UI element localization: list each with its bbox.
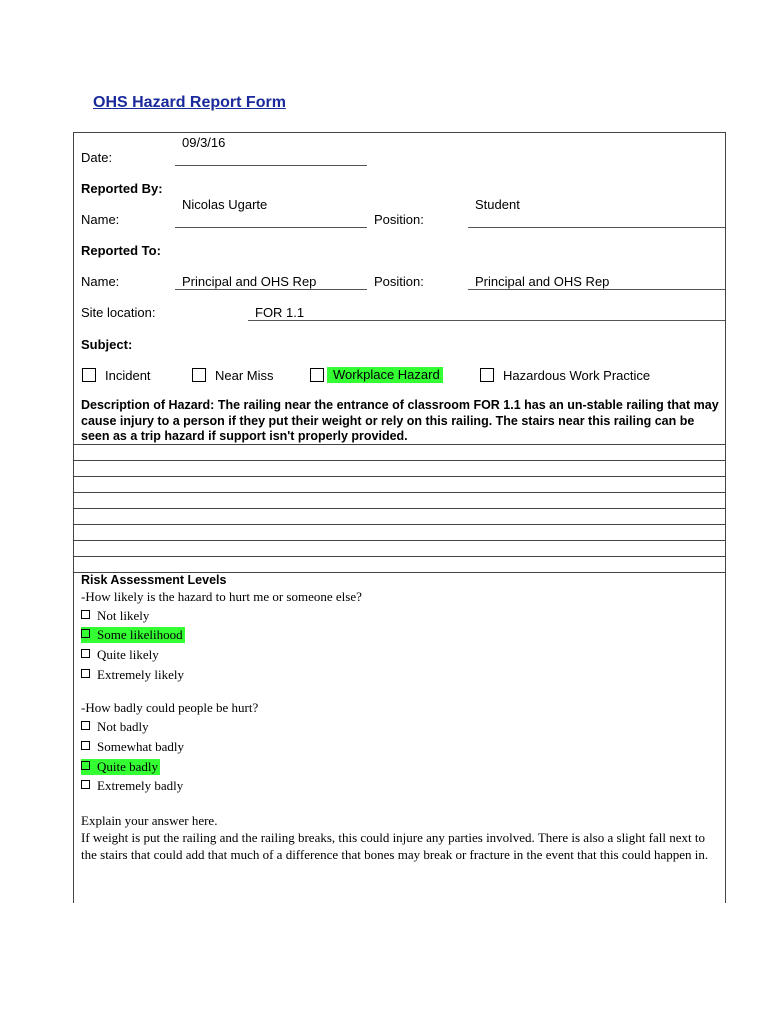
checkbox-icon xyxy=(81,741,90,750)
form-title: OHS Hazard Report Form xyxy=(93,94,286,111)
checkbox-icon xyxy=(81,780,90,789)
table-row-line xyxy=(73,476,725,477)
by-position-underline xyxy=(468,227,725,228)
to-name-label: Name: xyxy=(81,274,120,289)
explanation-text: If weight is put the railing and the railing breaks, this could injure any parties involved. There is also a slight fall next to the stairs that could add that much of a difference that bones may break or fracture in the event that this could happen in. xyxy=(81,830,709,862)
workplace-hazard-label: Workplace Hazard xyxy=(327,367,443,383)
likelihood-option[interactable]: Extremely likely xyxy=(81,667,184,683)
site-value[interactable]: FOR 1.1 xyxy=(255,305,305,320)
likelihood-option-selected[interactable]: Some likelihood xyxy=(81,627,185,643)
to-position-value[interactable]: Principal and OHS Rep xyxy=(475,274,610,289)
table-row-line xyxy=(73,540,725,541)
incident-label: Incident xyxy=(105,368,151,383)
explain-prompt: Explain your answer here. xyxy=(81,813,218,828)
site-underline xyxy=(248,320,725,321)
date-underline xyxy=(175,165,367,166)
subject-heading: Subject: xyxy=(81,337,133,352)
risk-heading: Risk Assessment Levels xyxy=(81,573,227,587)
table-row-line xyxy=(73,556,725,557)
checkbox-icon xyxy=(81,610,90,619)
by-position-label: Position: xyxy=(374,212,424,227)
severity-option[interactable]: Somewhat badly xyxy=(81,739,184,755)
hazardous-work-practice-label: Hazardous Work Practice xyxy=(503,368,651,383)
near-miss-label: Near Miss xyxy=(215,368,274,383)
checkbox-icon xyxy=(81,629,90,638)
checkbox-icon xyxy=(81,761,90,770)
severity-option[interactable]: Extremely badly xyxy=(81,778,183,794)
checkbox-icon xyxy=(81,721,90,730)
likelihood-option[interactable]: Not likely xyxy=(81,608,149,624)
date-value[interactable]: 09/3/16 xyxy=(182,135,226,150)
to-position-label: Position: xyxy=(374,274,424,289)
by-name-underline xyxy=(175,227,367,228)
severity-option-selected[interactable]: Quite badly xyxy=(81,759,160,775)
explanation-block[interactable] xyxy=(81,812,721,863)
reported-to-heading: Reported To: xyxy=(81,243,161,258)
hazard-description[interactable]: Description of Hazard: The railing near the entrance of classroom FOR 1.1 has an un-stable railing that may cause injury to a person if they put their weight or rely on this railing. The stairs near this railing can be seen as a trip hazard if support isn't properly provided. xyxy=(81,398,719,443)
by-name-label: Name: xyxy=(81,212,120,227)
date-label: Date: xyxy=(81,150,113,165)
to-name-underline xyxy=(175,289,367,290)
table-row-line xyxy=(73,524,725,525)
incident-checkbox[interactable] xyxy=(82,368,96,382)
checkbox-icon xyxy=(81,669,90,678)
table-row-line xyxy=(73,508,725,509)
likelihood-question: -How likely is the hazard to hurt me or someone else? xyxy=(81,589,362,604)
hazardous-work-practice-checkbox[interactable] xyxy=(480,368,494,382)
workplace-hazard-checkbox[interactable] xyxy=(310,368,324,382)
to-position-underline xyxy=(468,289,725,290)
by-name-value[interactable]: Nicolas Ugarte xyxy=(182,197,268,212)
severity-question: -How badly could people be hurt? xyxy=(81,700,259,715)
table-row-line xyxy=(73,460,725,461)
near-miss-checkbox[interactable] xyxy=(192,368,206,382)
table-row-line xyxy=(73,492,725,493)
table-row-line xyxy=(73,444,725,445)
reported-by-heading: Reported By: xyxy=(81,181,163,196)
likelihood-option[interactable]: Quite likely xyxy=(81,647,159,663)
to-name-value[interactable]: Principal and OHS Rep xyxy=(182,274,317,289)
severity-option[interactable]: Not badly xyxy=(81,719,149,735)
by-position-value[interactable]: Student xyxy=(475,197,520,212)
site-label: Site location: xyxy=(81,305,156,320)
checkbox-icon xyxy=(81,649,90,658)
